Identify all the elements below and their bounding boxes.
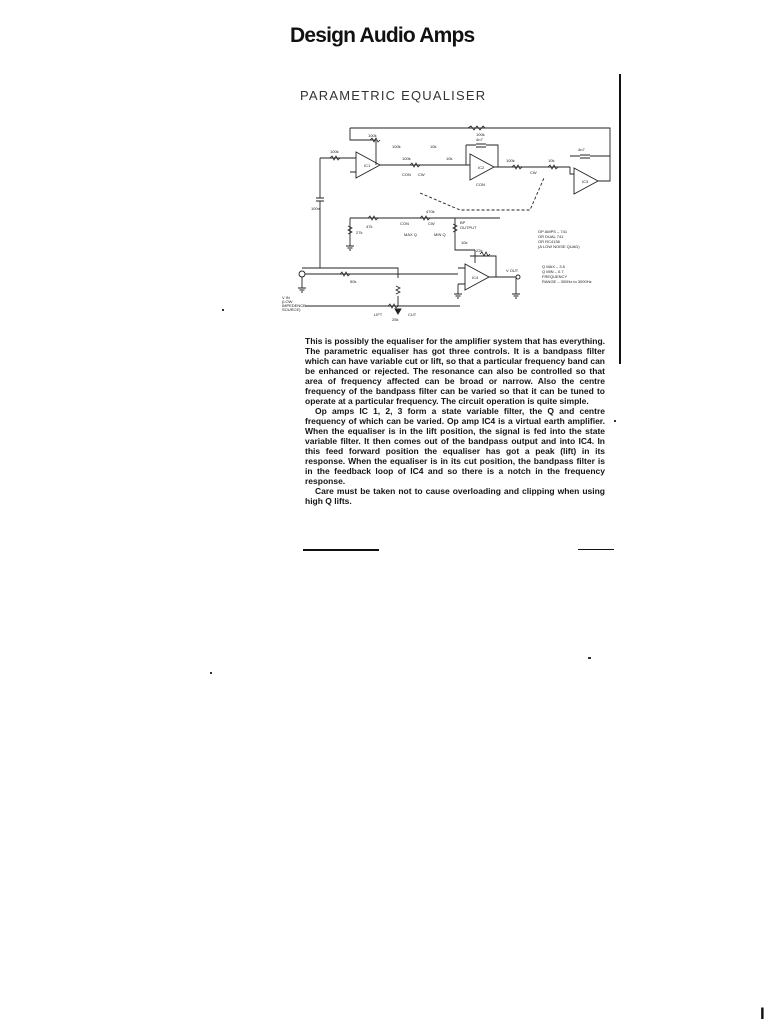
note-3: OR RC4136 (538, 239, 560, 244)
spec-1: Q MAX – 3.5 (542, 264, 565, 269)
label-v-in-4: SOURCE) (282, 307, 301, 312)
label-ic4: IC4 (472, 275, 479, 280)
body-text (305, 336, 605, 506)
label-con-c: CON (400, 221, 409, 226)
label-cw-a: CW (418, 172, 425, 177)
label-r-10k-b: 10k (548, 158, 555, 163)
label-r-47k: 47k (366, 224, 373, 229)
label-r-10k-d: 10k (430, 144, 437, 149)
label-lift: LIFT (374, 312, 383, 317)
label-r-25k: 25k (392, 317, 399, 322)
label-r-100k-top: 100k (476, 132, 485, 137)
paragraph-1: This is possibly the equaliser for the amplifier system that has everything. The parametric equaliser has got three controls. It is a bandpass filter which can have variable cut or lift, so that a particular frequency band can be enhanced or rejected. The resonance can also be controlled so that area of frequency affected can be broad or narrow. Also the centre frequency of the bandpass filter can be varied so that it can be tuned to operate at a particular frequency. The circuit operation is quite simple. (305, 336, 605, 406)
label-c-100n: 100n (311, 206, 320, 211)
spec-4: RANGE – 300Hz to 3000Hz (542, 279, 592, 284)
label-r-100k-d: 100k (506, 158, 515, 163)
label-con-a: CON (402, 172, 411, 177)
label-ic3: IC3 (582, 179, 589, 184)
label-r-470k: 470k (426, 209, 435, 214)
footer-rule-right (578, 549, 614, 550)
label-r-100k-b: 100k (330, 149, 339, 154)
paragraph-3: Care must be taken not to cause overloading and clipping when using high Q lifts. (305, 486, 605, 506)
page-edge-mark: I (760, 1004, 765, 1023)
circuit-schematic (280, 118, 625, 330)
label-r-27k: 27k (356, 230, 363, 235)
label-min-q: MIN Q (434, 232, 446, 237)
label-r-100k-c: 100k (402, 156, 411, 161)
label-v-in-1: V IN (282, 295, 290, 300)
spec-3: FREQUENCY (542, 274, 568, 279)
section-title: PARAMETRIC EQUALISER (300, 88, 487, 103)
label-r-10k-c: 10k (461, 240, 468, 245)
scan-speck (614, 420, 616, 422)
label-r-50k: 50k (350, 279, 357, 284)
label-cw-b: CW (530, 170, 537, 175)
label-v-out: V OUT (506, 268, 519, 273)
label-c-4n7-a: 4n7 (476, 137, 483, 142)
label-max-q: MAX Q (404, 232, 417, 237)
label-r-10k-a: 10k (446, 156, 453, 161)
label-r-100k-e: 100k (392, 144, 401, 149)
note-2: OR DUAL 741 (538, 234, 564, 239)
scan-speck (210, 672, 212, 674)
label-bp-1: BP (460, 220, 466, 225)
note-1: OP AMPS – 741 (538, 229, 568, 234)
label-r-22k: 22k (476, 248, 483, 253)
scan-speck (222, 309, 224, 311)
scan-speck (588, 657, 591, 659)
label-ic1: IC1 (364, 163, 371, 168)
page-title: Design Audio Amps (290, 24, 475, 47)
label-r-100k-a: 100k (368, 133, 377, 138)
label-con-b: CON (476, 182, 485, 187)
footer-rule-left (303, 549, 379, 551)
label-c-4n7-b: 4n7 (578, 147, 585, 152)
label-ic2: IC2 (478, 165, 485, 170)
label-cw-c: CW (428, 221, 435, 226)
label-v-in-2: (LOW (282, 299, 293, 304)
label-bp-2: OUTPUT (460, 225, 477, 230)
label-v-in-3: IMPEDENCE (282, 303, 306, 308)
note-4: (A LOW NOISE QUAD) (538, 244, 580, 249)
paragraph-2: Op amps IC 1, 2, 3 form a state variable filter, the Q and centre frequency of which can be varied. Op amp IC4 is a virtual earth amplifier. When the equaliser is in the lift position, the signal is fed into the state variable filter. It then comes out of the bandpass output and into IC4. In this feed forward position the equaliser has got a peak (lift) in its response. When the equaliser is in its cut position, the bandpass filter is in the feedback loop of IC4 and so there is a notch in the frequency response. (305, 406, 605, 486)
spec-2: Q MIN – 0.7 (542, 269, 564, 274)
label-cut: CUT (408, 312, 417, 317)
